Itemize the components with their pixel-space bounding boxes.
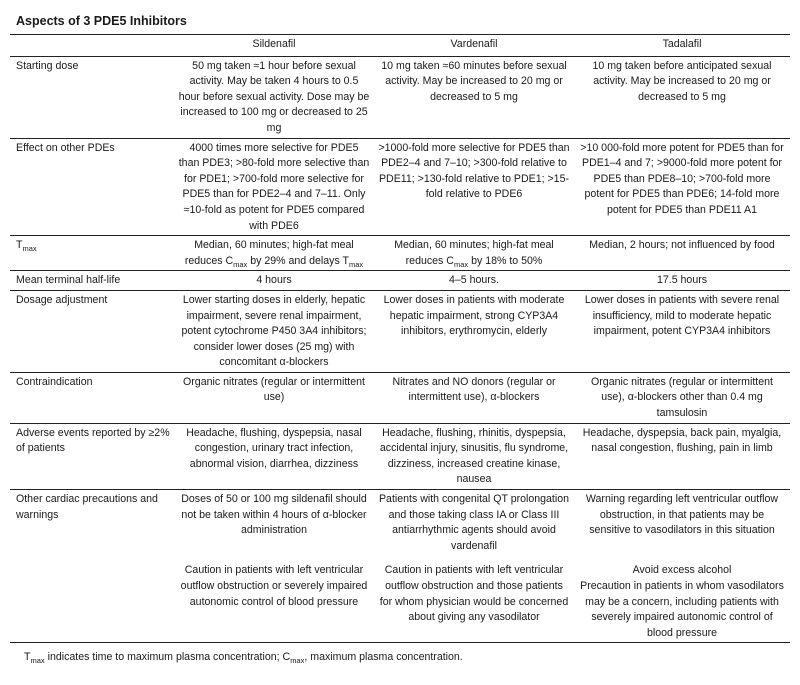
header-vardenafil: Vardenafil: [374, 35, 574, 56]
row-label: Starting dose: [10, 56, 174, 138]
cell-tadalafil: Headache, dyspepsia, back pain, myalgia, nasal congestion, flushing, pain in limb: [574, 423, 790, 489]
footnote-t-sub: max: [30, 656, 45, 666]
tmax-main: T: [16, 239, 23, 252]
row-label: Adverse events reported by ≥2% of patients: [10, 423, 174, 489]
tmax-sub: max: [22, 244, 37, 254]
cell-tadalafil: Warning regarding left ventricular outflow obstruction, in that patients may be sensitive to vasodilators in this situation: [585, 493, 779, 537]
table-row: [10, 290, 790, 372]
cell-vardenafil: Caution in patients with left ventricular outflow obstruction and those patients for whom physician would be concerned about giving any vasodilator: [374, 555, 574, 642]
row-label: [10, 555, 174, 642]
table-row: [10, 423, 790, 489]
cell-sildenafil: 4 hours: [174, 271, 374, 291]
table-footnote: [24, 651, 790, 666]
cell-vardenafil: >1000-fold more selective for PDE5 than PDE2–4 and 7–10; >300-fold relative to PDE11; >130-fold relative to PDE1; >15-fold relative to PDE6: [374, 138, 574, 236]
row-label: Mean terminal half-life: [10, 271, 174, 291]
cell-sildenafil: 4000 times more selective for PDE5 than PDE3; >80-fold more selective than for PDE1; >700-fold more selective for PDE5 than for PDE2–4 and 7–11. Only ≈10-fold as potent for PDE5 compared with PDE6: [174, 138, 374, 236]
table-row: [10, 490, 790, 556]
cell-vardenafil: Nitrates and NO donors (regular or intermittent use), α-blockers: [374, 372, 574, 423]
header-sildenafil: Sildenafil: [174, 35, 374, 56]
text-part: by 18% to 50%: [468, 254, 543, 267]
cell-vardenafil: Lower doses in patients with moderate hepatic impairment, strong CYP3A4 inhibitors, erythromycin, elderly: [374, 290, 574, 372]
cell-sildenafil: Headache, flushing, dyspepsia, nasal congestion, urinary tract infection, abnormal vision, diarrhea, dizziness: [174, 423, 374, 489]
cell-sildenafil: 50 mg taken ≈1 hour before sexual activity. May be taken 4 hours to 0.5 hour before sexual activity. Dose may be increased to 100 mg or decreased to 25 mg: [174, 56, 374, 138]
row-label: Other cardiac precautions and warnings: [16, 493, 158, 521]
row-label: Contraindication: [10, 372, 174, 423]
cell-tadalafil: Median, 2 hours; not influenced by food: [574, 236, 790, 271]
cell-vardenafil: [374, 236, 574, 271]
cell-tadalafil: Organic nitrates (regular or intermittent use), α-blockers other than 0.4 mg tamsulosin: [574, 372, 790, 423]
cell-sildenafil: Organic nitrates (regular or intermittent use): [174, 372, 374, 423]
row-label: Effect on other PDEs: [10, 138, 174, 236]
subscript: max: [348, 259, 364, 269]
subscript: max: [453, 259, 469, 269]
text-part: by 29% and delays T: [247, 254, 349, 267]
tadalafil-precaution-note: Precaution in patients in whom vasodilators may be a concern, including patients with severely impaired autonomic control of blood pressure: [580, 580, 784, 639]
footnote-t: T: [24, 651, 31, 664]
cell-vardenafil: Headache, flushing, rhinitis, dyspepsia, accidental injury, sinusitis, flu syndrome, dizziness, increased creatine kinase, nausea: [374, 423, 574, 489]
cell-sildenafil: Caution in patients with left ventricular outflow obstruction or severely impaired autonomic control of blood pressure: [174, 555, 374, 642]
table-row: [10, 372, 790, 423]
tadalafil-alcohol-note: Avoid excess alcohol: [632, 564, 732, 577]
row-label-tmax: [10, 236, 174, 271]
subscript: max: [233, 259, 248, 269]
text-part: Median, 60 minutes; high-fat meal reduces C: [394, 239, 554, 267]
table-title: Aspects of 3 PDE5 Inhibitors: [16, 14, 187, 28]
footnote-t-text: indicates time to maximum plasma concentration; C: [44, 651, 291, 664]
header-empty: [10, 35, 174, 56]
table-row: [10, 555, 790, 642]
cell-sildenafil: [174, 236, 374, 271]
cell-sildenafil: Doses of 50 or 100 mg sildenafil should not be taken within 4 hours of α-blocker administration: [181, 493, 367, 537]
header-tadalafil: Tadalafil: [574, 35, 790, 56]
row-label: Dosage adjustment: [10, 290, 174, 372]
cell-vardenafil: 10 mg taken ≈60 minutes before sexual activity. May be increased to 20 mg or decreased to 5 mg: [374, 56, 574, 138]
header-row: [10, 35, 790, 56]
table-row: [10, 271, 790, 291]
pde5-comparison-table: [10, 35, 790, 643]
footnote-c-sub: max: [290, 656, 305, 666]
cell-tadalafil: Lower doses in patients with severe renal insufficiency, mild to moderate hepatic impairment, potent CYP3A4 inhibitors: [574, 290, 790, 372]
cell-vardenafil: Patients with congenital QT prolongation and those taking class IA or Class III antiarrhythmic agents should avoid vardenafil: [378, 493, 570, 552]
cell-tadalafil: >10 000-fold more potent for PDE5 than for PDE1–4 and 7; >9000-fold more potent for PDE5 than PDE8–10; >700-fold more potent for PDE5 than PDE6; 14-fold more potent for PDE5 than PDE11 A1: [574, 138, 790, 236]
table-row: [10, 236, 790, 271]
cell-tadalafil: 10 mg taken before anticipated sexual activity. May be increased to 20 mg or decreased to 5 mg: [574, 56, 790, 138]
cell-tadalafil: [574, 555, 790, 642]
cell-sildenafil: Lower starting doses in elderly, hepatic impairment, severe renal impairment, potent cytochrome P450 3A4 inhibitors; consider lower doses (25 mg) with concomitant α-blockers: [174, 290, 374, 372]
cell-tadalafil: 17.5 hours: [574, 271, 790, 291]
text-part: Median, 60 minutes; high-fat meal reduces C: [184, 239, 354, 267]
table-row: [10, 56, 790, 138]
footnote-c-text: , maximum plasma concentration.: [304, 651, 463, 664]
cell-vardenafil: 4–5 hours.: [374, 271, 574, 291]
table-row: [10, 138, 790, 236]
